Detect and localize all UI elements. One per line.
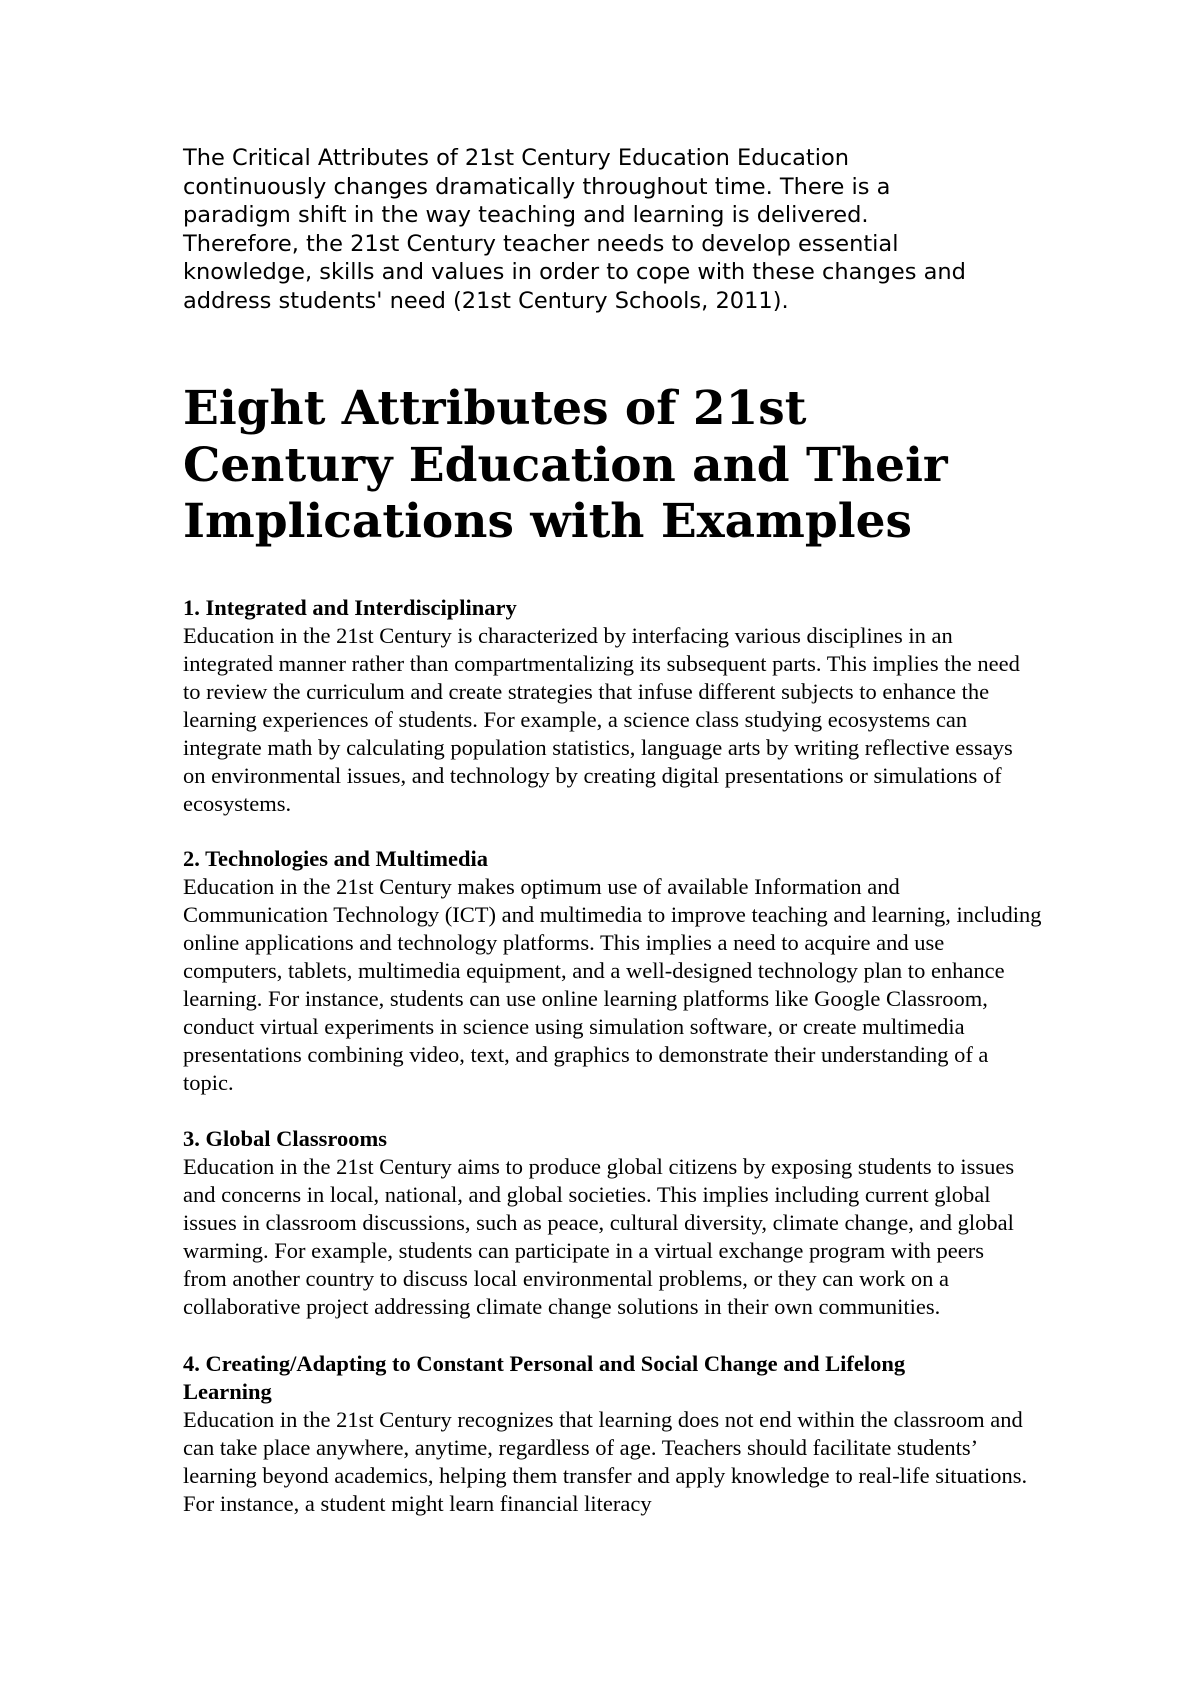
section-body: Education in the 21st Century is characterized by interfacing various disciplines in an integrated manner rather than compartmentalizing its subsequent parts. This implies the need to review the curriculum and create strategies that infuse different subjects to enhance the learning experiences of students. For example, a science class studying ecosystems can integrate math by calculating population statistics, language arts by writing reflective essays on environmental issues, and technology by creating digital presentations or simulations of ecosystems.	[183, 622, 1020, 816]
section-body: Education in the 21st Century makes optimum use of available Information and Communication Technology (ICT) and multimedia to improve teaching and learning, including online applications and technology platforms. This implies a need to acquire and use computers, tablets, multimedia equipment, and a well-designed technology plan to enhance learning. For instance, students can use online learning platforms like Google Classroom, conduct virtual experiments in science using simulation software, or create multimedia presentations combining video, text, and graphics to demonstrate their understanding of a topic.	[183, 873, 1042, 1095]
section-title: 2. Technologies and Multimedia	[183, 845, 489, 871]
section-title: 4. Creating/Adapting to Constant Personal and Social Change and Lifelong Learning	[183, 1350, 906, 1404]
intro-paragraph: The Critical Attributes of 21st Century Education Education continuously changes dramatically throughout time. There is a paradigm shift in the way teaching and learning is delivered. Therefore, the 21st Century teacher needs to develop essential knowledge, skills and values in order to cope with these changes and address students' need (21st Century Schools, 2011).	[183, 145, 966, 314]
section-lifelong-learning	[183, 1350, 1033, 1518]
section-title: 1. Integrated and Interdisciplinary	[183, 594, 517, 620]
section-body: Education in the 21st Century recognizes that learning does not end within the classroom and can take place anywhere, anytime, regardless of age. Teachers should facilitate students’ learning beyond academics, helping them transfer and apply knowledge to real-life situations. For instance, a student might learn financial literacy	[183, 1406, 1028, 1516]
main-heading: Eight Attributes of 21st Century Education and Their Implications with Examples	[183, 381, 948, 549]
document-content	[183, 144, 1042, 1518]
section-title: 3. Global Classrooms	[183, 1125, 387, 1151]
section-global-classrooms	[183, 1125, 1033, 1321]
section-body: Education in the 21st Century aims to produce global citizens by exposing students to issues and concerns in local, national, and global societies. This implies including current global issues in classroom discussions, such as peace, cultural diversity, climate change, and global warming. For example, students can participate in a virtual exchange program with peers from another country to discuss local environmental problems, or they can work on a collaborative project addressing climate change solutions in their own communities.	[183, 1153, 1015, 1319]
section-integrated-interdisciplinary	[183, 594, 1033, 818]
section-technologies-multimedia	[183, 845, 1042, 1097]
